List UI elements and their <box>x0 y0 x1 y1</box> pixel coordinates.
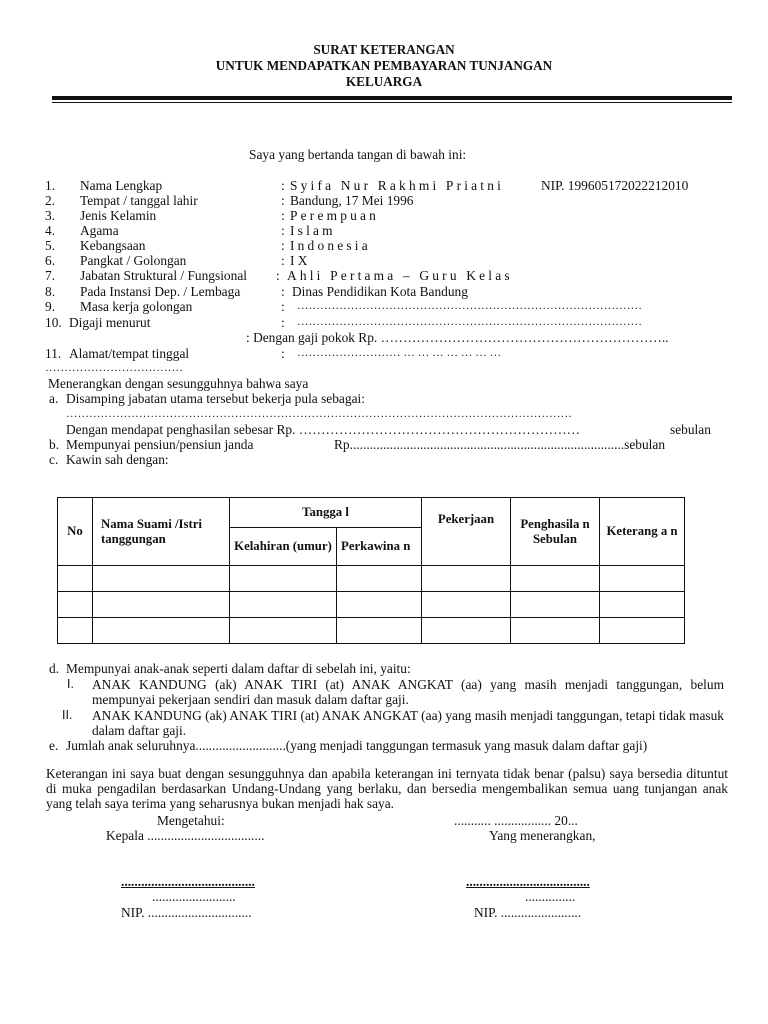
field-value-dots: ……………………………………………………………………………… <box>297 300 642 312</box>
table-cell <box>93 592 230 618</box>
item-b-text: Mempunyai pensiun/pensiun janda <box>66 437 254 452</box>
item-d-text: Mempunyai anak-anak seperti dalam daftar di sebelah ini, yaitu: <box>66 661 411 676</box>
item-e-letter: e. <box>49 738 59 753</box>
item-a-text: Disamping jabatan utama tersebut bekerja pula sebagai: <box>66 391 365 406</box>
field-label: Jabatan Struktural / Fungsional <box>80 268 247 283</box>
table-cell <box>93 566 230 592</box>
item-a-letter: a. <box>49 391 59 406</box>
field-value: Indonesia <box>290 238 371 253</box>
col-header-penghasilan: Penghasila n Sebulan <box>511 498 600 566</box>
field-label: Pada Instansi Dep. / Lembaga <box>80 284 241 299</box>
item-c-letter: c. <box>49 452 59 467</box>
col-header-nama: Nama Suami /Istri tanggungan <box>93 498 230 566</box>
table-cell <box>422 618 511 644</box>
field-number: 5. <box>45 238 56 253</box>
field-number: 3. <box>45 208 56 223</box>
field-number: 7. <box>45 268 56 283</box>
field-colon: : <box>281 223 285 238</box>
field-number: 11. <box>45 346 62 361</box>
table-cell <box>337 566 422 592</box>
field-label: Kebangsaan <box>80 238 146 253</box>
item-d-letter: d. <box>49 661 60 676</box>
field-value: Ahli Pertama – Guru Kelas <box>287 268 513 283</box>
intro-text: Saya yang bertanda tangan di bawah ini: <box>249 147 467 162</box>
item-a-income: Dengan mendapat penghasilan sebesar Rp. ……………………………………………………… <box>66 422 580 437</box>
title-line-2: UNTUK MENDAPATKAN PEMBAYARAN TUNJANGAN <box>215 58 553 73</box>
field-label: Tempat / tanggal lahir <box>80 193 198 208</box>
title-line-1: SURAT KETERANGAN <box>313 42 455 57</box>
right-signature-nip: NIP. ........................ <box>474 905 582 920</box>
item-a-dots: …………………………………………………………………………………………………………………… <box>66 408 572 420</box>
field-colon: : <box>276 268 280 283</box>
right-signature-sub: ............... <box>525 889 576 904</box>
left-signature-name: ........................................ <box>121 874 255 889</box>
field-value-dots: ……………………………………………………………………………… <box>297 316 642 328</box>
title-rule-thin <box>52 102 732 103</box>
title-line-3: KELUARGA <box>345 74 423 89</box>
field-label: Alamat/tempat tinggal <box>69 346 190 361</box>
field-number: 9. <box>45 299 56 314</box>
field-colon: : <box>281 238 285 253</box>
field-colon: : <box>281 208 285 223</box>
title-rule-thick <box>52 96 732 100</box>
table-row <box>58 618 685 644</box>
field-value-continuation: ……………………………… <box>45 362 183 374</box>
table-cell <box>337 618 422 644</box>
field-colon: : <box>281 193 285 208</box>
field-label: Jenis Kelamin <box>80 208 157 223</box>
field-colon: : <box>281 346 285 361</box>
table-cell <box>600 618 685 644</box>
field-value: I X <box>290 253 308 268</box>
right-signature-name: ..................................... <box>466 874 590 889</box>
col-header-kelahiran: Kelahiran (umur) <box>230 528 337 566</box>
left-signature-sub: ......................... <box>152 889 236 904</box>
field-value: Perempuan <box>290 208 380 223</box>
table-cell <box>58 618 93 644</box>
statement-paragraph: Keterangan ini saya buat dengan sesungguhnya dan apabila keterangan ini ternyata tidak benar (palsu) saya bersedia dituntut di muka pengadilan berdasarkan Undang-Undang yang berlaku, dan bersedia mengembalikan semua uang tunjangan anak yang telah saya terima yang seharusnya bukan menjadi hak saya. <box>46 766 728 811</box>
field-colon: : <box>281 299 285 314</box>
table-cell <box>422 592 511 618</box>
table-row <box>58 566 685 592</box>
field-label: Digaji menurut <box>69 315 151 330</box>
table-cell <box>337 592 422 618</box>
field-value: Dinas Pendidikan Kota Bandung <box>292 284 468 299</box>
table-cell <box>58 592 93 618</box>
col-header-keterangan: Keterang a n <box>600 498 685 566</box>
col-header-perkawinan: Perkawina n <box>337 528 422 566</box>
table-cell <box>93 618 230 644</box>
field-nip: NIP. 199605172022212010 <box>541 178 689 193</box>
field-number: 10. <box>45 315 62 330</box>
left-signature-nip: NIP. ............................... <box>121 905 252 920</box>
item-e-text: Jumlah anak seluruhnya...........................(yang menjadi tanggungan termasuk yang masuk dalam daftar gaji) <box>66 738 648 753</box>
table-cell <box>511 618 600 644</box>
table-cell <box>230 592 337 618</box>
col-header-tanggal: Tangga l <box>230 498 422 528</box>
table-cell <box>230 566 337 592</box>
field-number: 2. <box>45 193 56 208</box>
item-a-income-unit: sebulan <box>670 422 711 437</box>
field-label: Agama <box>80 223 119 238</box>
spouse-table <box>57 497 685 644</box>
field-label: Pangkat / Golongan <box>80 253 187 268</box>
table-cell <box>230 618 337 644</box>
table-cell <box>58 566 93 592</box>
item-b-rp: Rp..................................................................................sebulan <box>334 437 666 452</box>
item-b-letter: b. <box>49 437 60 452</box>
field-value-name: Syifa Nur Rakhmi Priatni <box>290 178 505 193</box>
date-line: ........... ................. 20... <box>454 813 578 828</box>
item-ii-text: ANAK KANDUNG (ak) ANAK TIRI (at) ANAK ANGKAT (aa) yang masih menjadi tanggungan, tetapi tidak masuk dalam daftar gaji. <box>92 708 724 738</box>
table-cell <box>600 566 685 592</box>
item-i-text: ANAK KANDUNG (ak) ANAK TIRI (at) ANAK ANGKAT (aa) yang masih menjadi tanggungan, belum mempunyai pekerjaan sendiri dan masuk dalam daftar gaji. <box>92 677 724 707</box>
gaji-pokok-line: : Dengan gaji pokok Rp. ……………………………………………………….. <box>246 330 669 345</box>
field-number: 6. <box>45 253 56 268</box>
table-cell <box>511 566 600 592</box>
field-colon: : <box>281 253 285 268</box>
menerangkan-text: Menerangkan dengan sesungguhnya bahwa saya <box>48 376 309 391</box>
field-colon: : <box>281 178 285 193</box>
field-label: Masa kerja golongan <box>80 299 193 314</box>
field-value-dots: ……………………… … … … … … … … <box>297 347 502 359</box>
yang-menerangkan-label: Yang menerangkan, <box>489 828 596 843</box>
kepala-label: Kepala ................................... <box>106 828 265 843</box>
table-cell <box>511 592 600 618</box>
field-colon: : <box>281 284 285 299</box>
table-row <box>58 592 685 618</box>
table-cell <box>422 566 511 592</box>
field-label: Nama Lengkap <box>80 178 163 193</box>
col-header-no: No <box>58 498 93 566</box>
table-cell <box>600 592 685 618</box>
field-number: 1. <box>45 178 56 193</box>
item-c-text: Kawin sah dengan: <box>66 452 169 467</box>
item-ii-number: II. <box>62 708 73 722</box>
field-number: 4. <box>45 223 56 238</box>
field-number: 8. <box>45 284 56 299</box>
field-colon: : <box>281 315 285 330</box>
col-header-pekerjaan: Pekerjaan <box>422 498 511 566</box>
item-i-number: I. <box>67 677 74 691</box>
field-value: Islam <box>290 223 336 238</box>
field-value: Bandung, 17 Mei 1996 <box>290 193 414 208</box>
mengetahui-label: Mengetahui: <box>157 813 225 828</box>
